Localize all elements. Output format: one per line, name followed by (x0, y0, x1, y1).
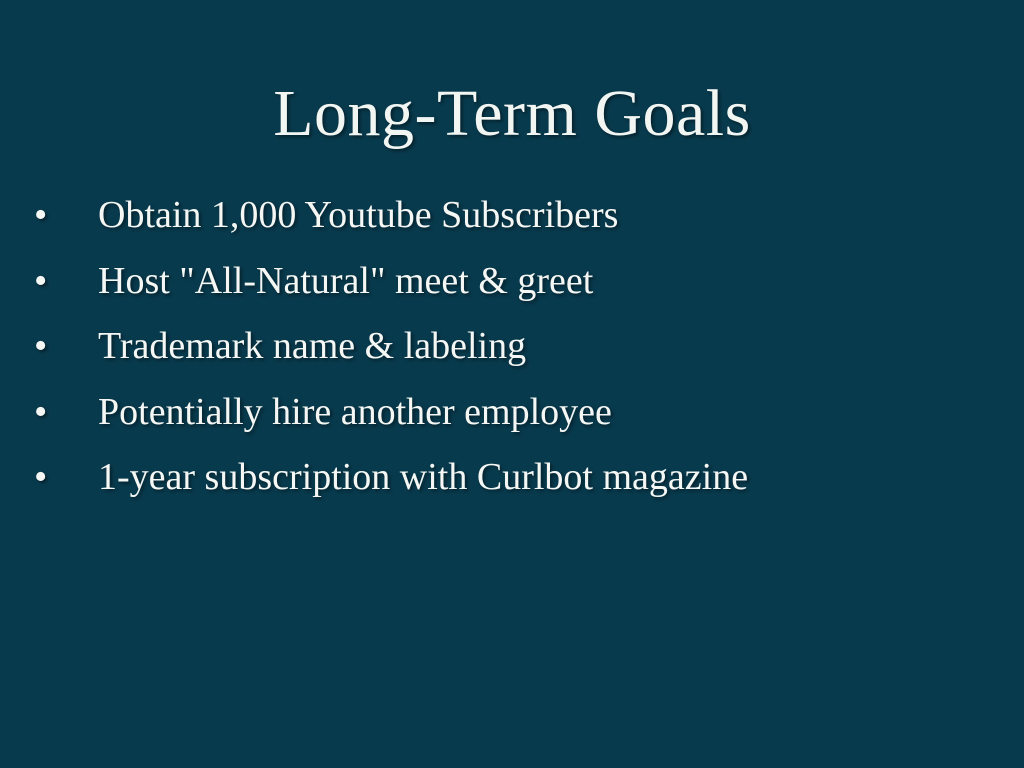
bullet-list (20, 192, 1000, 520)
list-item (20, 389, 1000, 437)
list-item-label: Obtain 1,000 Youtube Subscribers (98, 194, 619, 236)
list-item (20, 258, 1000, 306)
page-title: Long-Term Goals (273, 77, 751, 151)
bullet-point-icon: • (34, 325, 48, 367)
list-item-label: 1-year subscription with Curlbot magazine (98, 456, 749, 498)
bullet-point-icon: • (34, 259, 48, 302)
list-item-label: Potentially hire another employee (98, 390, 612, 433)
list-item-label: Trademark name & labeling (98, 325, 527, 367)
list-item (20, 323, 1000, 371)
list-item-label: Host "All-Natural" meet & greet (98, 259, 594, 302)
bullet-point-icon: • (34, 456, 48, 498)
list-item (20, 192, 1000, 240)
bullet-point-icon: • (34, 390, 48, 433)
list-item (20, 454, 1000, 502)
bullet-point-icon: • (34, 194, 48, 236)
